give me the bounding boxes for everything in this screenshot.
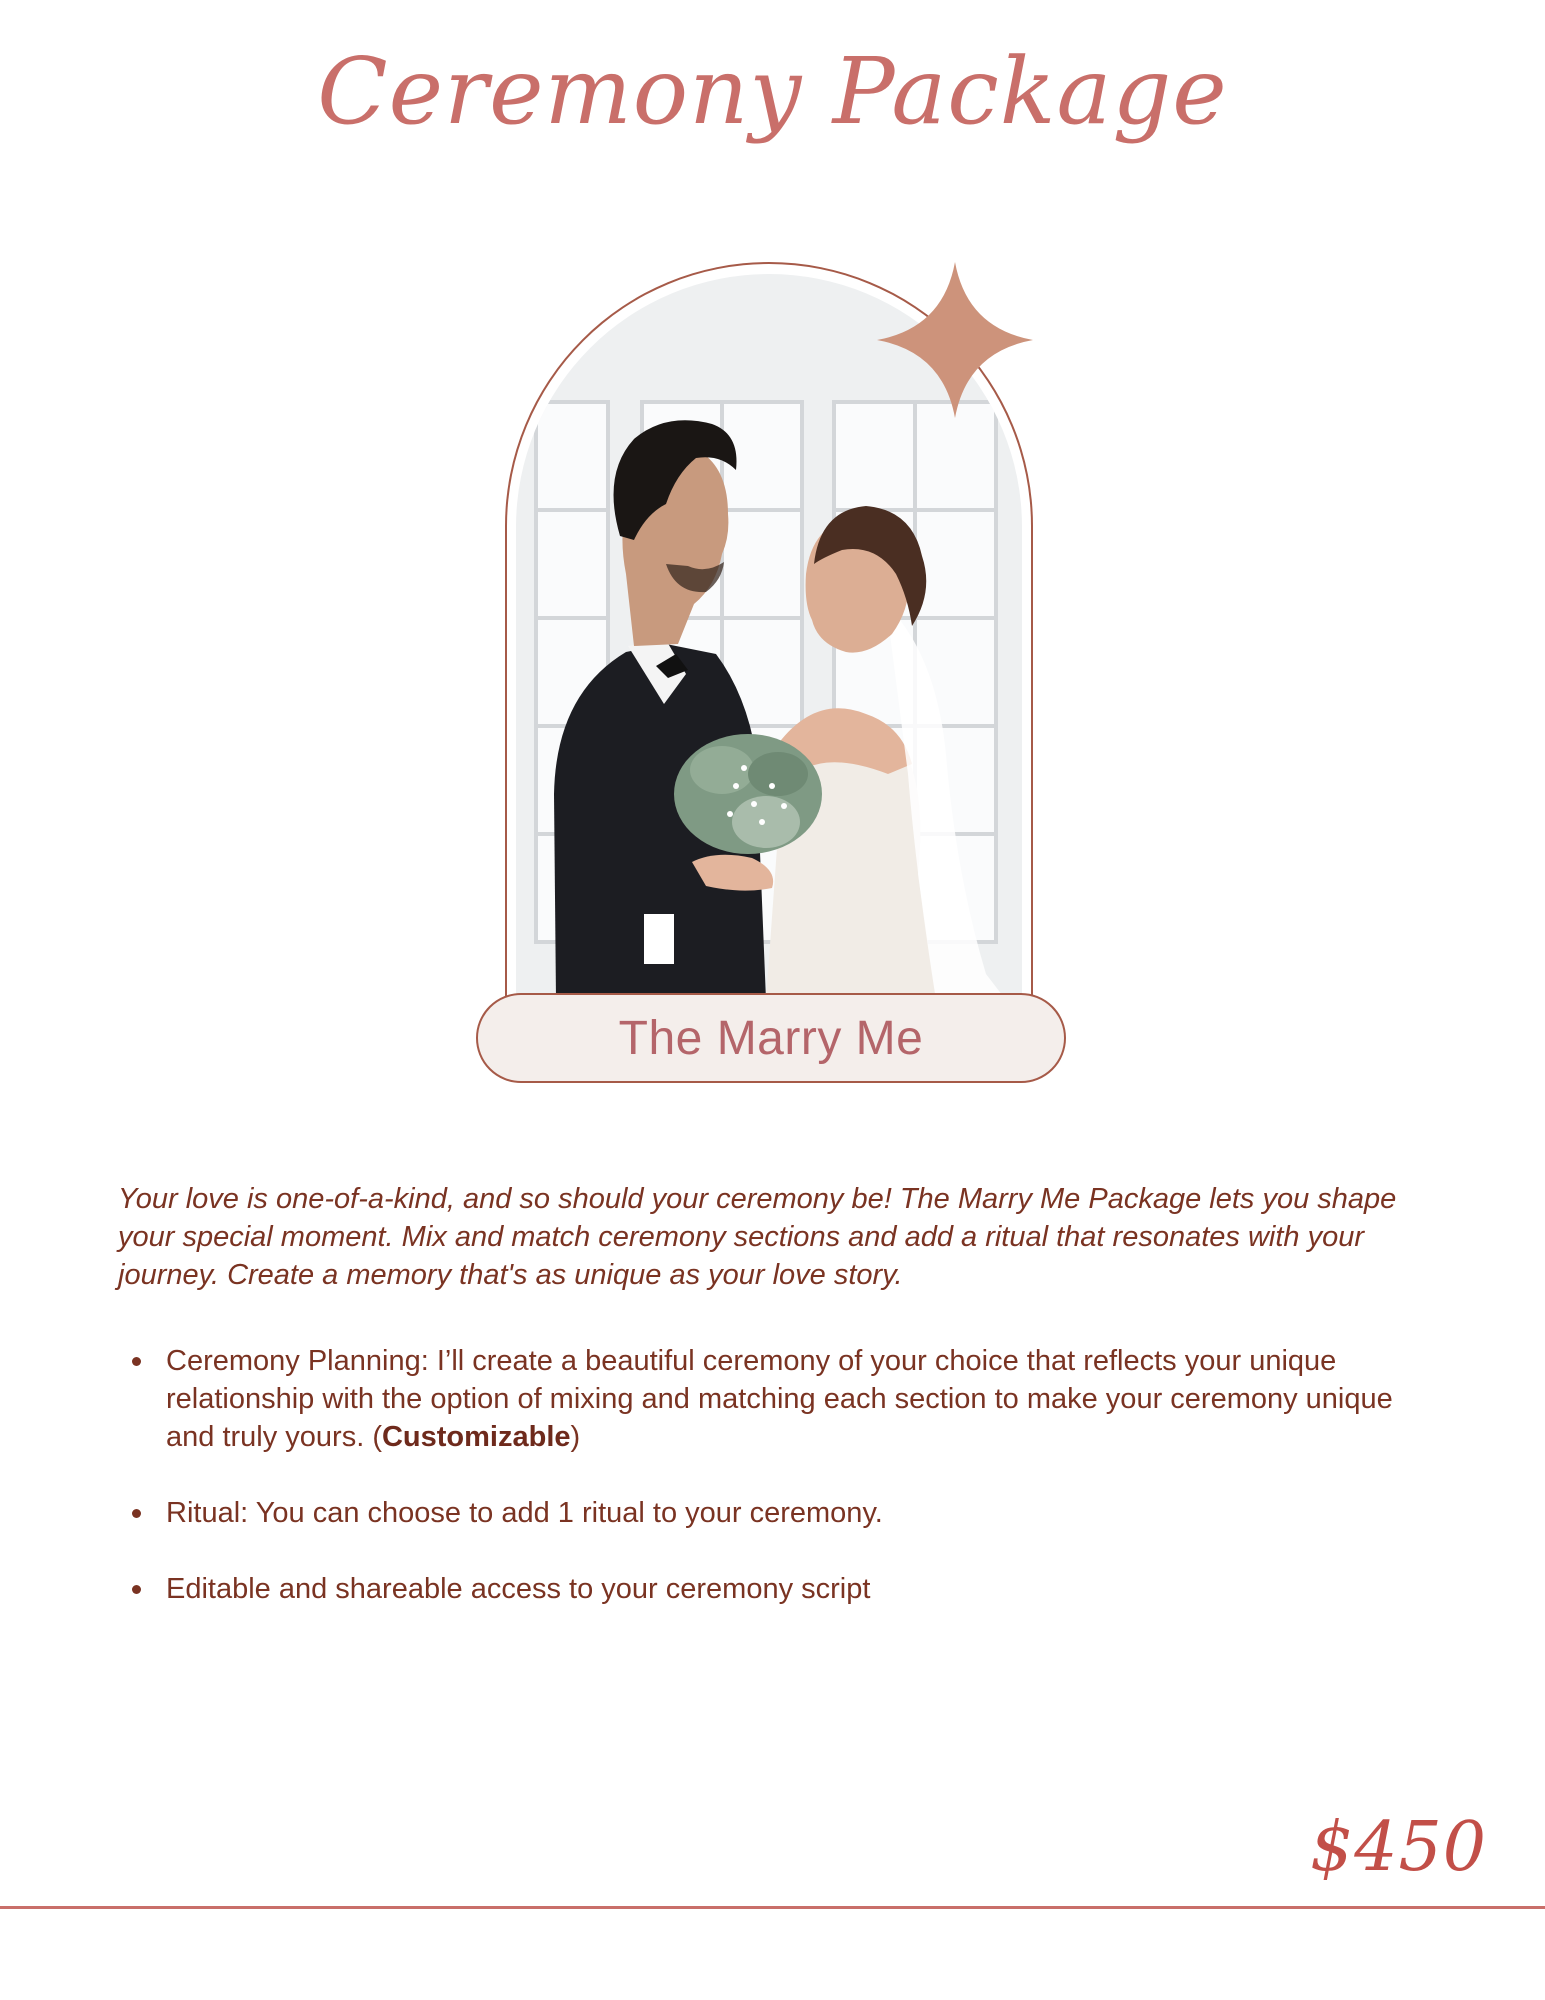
bullet-dot-icon [132,1585,141,1594]
feature-planning-text: Ceremony Planning: I’ll create a beautiful ceremony of your choice that reflects your unique relationship with the option of mixing and matching each section to make your ceremony unique and truly yours. ( [166,1345,1393,1453]
footer-divider [0,1906,1545,1909]
package-name-badge [476,993,1066,1083]
list-item [118,1494,1438,1532]
package-price: $450 [1309,1808,1487,1887]
feature-planning-bold: Customizable [381,1421,571,1453]
feature-script-access: Editable and shareable access to your ceremony script [166,1573,871,1605]
feature-ritual: Ritual: You can choose to add 1 ritual to your ceremony. [166,1497,883,1529]
bullet-dot-icon [132,1357,141,1366]
feature-list [118,1342,1438,1646]
list-item [118,1342,1438,1456]
package-intro: Your love is one-of-a-kind, and so should your ceremony be! The Marry Me Package lets you shape your special moment. Mix and match ceremony sections and add a ritual that resonates with your journey. Create a memory that's as unique as your love story. [118,1183,1397,1291]
bullet-dot-icon [132,1509,141,1518]
four-point-star-icon [877,262,1033,422]
feature-planning-close: ) [570,1421,581,1453]
package-name: The Marry Me [618,1011,924,1065]
list-item [118,1570,1438,1608]
page-title: Ceremony Package [317,38,1228,145]
